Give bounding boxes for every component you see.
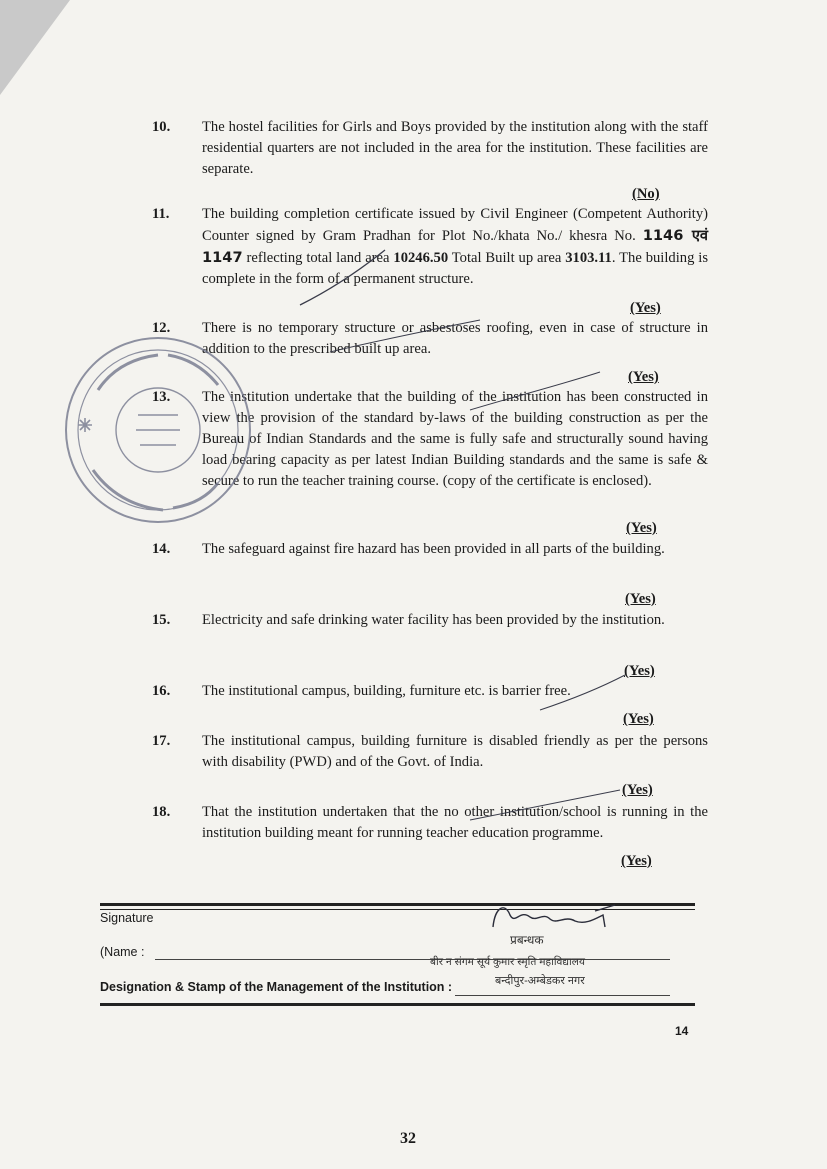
clause-11-answer: (Yes) (630, 300, 661, 316)
name-line (155, 959, 670, 960)
clause-number: 16. (152, 683, 171, 699)
official-seal-icon (58, 330, 258, 530)
page-number: 32 (400, 1130, 416, 1147)
sheet-number: 14 (675, 1024, 689, 1038)
signature-scribble-icon (485, 897, 625, 937)
clause-number: 13. (152, 389, 171, 405)
clause-text: There is no temporary structure or asbestoses roofing, even in case of structure in addition to the prescribed built up area. (202, 320, 708, 357)
designation-hindi: प्रबन्धक (510, 933, 544, 947)
clause-text: The institutional campus, building furniture is disabled friendly as per the persons with disability (PWD) and of the Govt. of India. (202, 733, 708, 770)
clause-number: 15. (152, 612, 171, 628)
clause-number: 18. (152, 804, 171, 820)
land-area: 10246.50 (393, 250, 449, 266)
clause-18-answer: (Yes) (621, 853, 652, 869)
clause-15-answer: (Yes) (624, 663, 655, 679)
clause-text: That the institution undertaken that the no other institution/school is running in the institution building meant for running teacher education programme. (202, 804, 708, 841)
clause-10-answer: (No) (632, 186, 660, 202)
designation-label: Designation & Stamp of the Management of the Institution : (100, 980, 453, 994)
plot-numbers: 1146 एवं 1147 (202, 227, 709, 266)
clause-number: 12. (152, 320, 171, 336)
clause-14-answer: (Yes) (625, 591, 656, 607)
built-area: 3103.11 (565, 250, 612, 266)
clause-number: 11. (152, 206, 170, 222)
clause-text: The hostel facilities for Girls and Boys provided by the institution along with the staff residential quarters are not included in the area for the institution. These facilities are separate. (202, 119, 708, 177)
clause-13-answer: (Yes) (626, 520, 657, 536)
clause-12-answer: (Yes) (628, 369, 659, 385)
clause-text: The safeguard against fire hazard has been provided in all parts of the building. (202, 541, 665, 557)
signature-label: Signature (100, 911, 154, 925)
clause-16-answer: (Yes) (623, 711, 654, 727)
signature-block (100, 895, 695, 1015)
college-address-hindi: बन्दीपुर-अम्बेडकर नगर (495, 975, 585, 987)
clause-number: 17. (152, 733, 171, 749)
clause-text: The building completion certificate issued by Civil Engineer (Competent Authority) Counter signed by Gram Pradhan for Plot No./khata No./ khesra No. 1146 एवं 1147 reflecting total land area 10246.50 Total Built up area 3103.11. The building is complete in the form of a permanent structure. (202, 206, 709, 287)
clause-number: 10. (152, 119, 171, 135)
clause-number: 14. (152, 541, 171, 557)
divider (100, 1003, 695, 1006)
clause-17-answer: (Yes) (622, 782, 653, 798)
college-name-hindi: बीर न संगम सूर्य कुमार स्मृति महाविद्यालय (430, 956, 585, 968)
designation-line (455, 995, 670, 996)
clause-text: The institution undertake that the building of the institution has been constructed in view the provision of the standard by-laws of the building construction as per the Bureau of Indian Standards and the same is fully safe and structurally sound having load bearing capacity as per latest Indian Building standards and the same is safe & secure to run the teacher training course. (copy of the certificate is enclosed). (202, 389, 708, 489)
clause-text: Electricity and safe drinking water facility has been provided by the institution. (202, 612, 665, 628)
name-label: (Name : (100, 945, 145, 959)
clause-text: The institutional campus, building, furniture etc. is barrier free. (202, 683, 571, 699)
